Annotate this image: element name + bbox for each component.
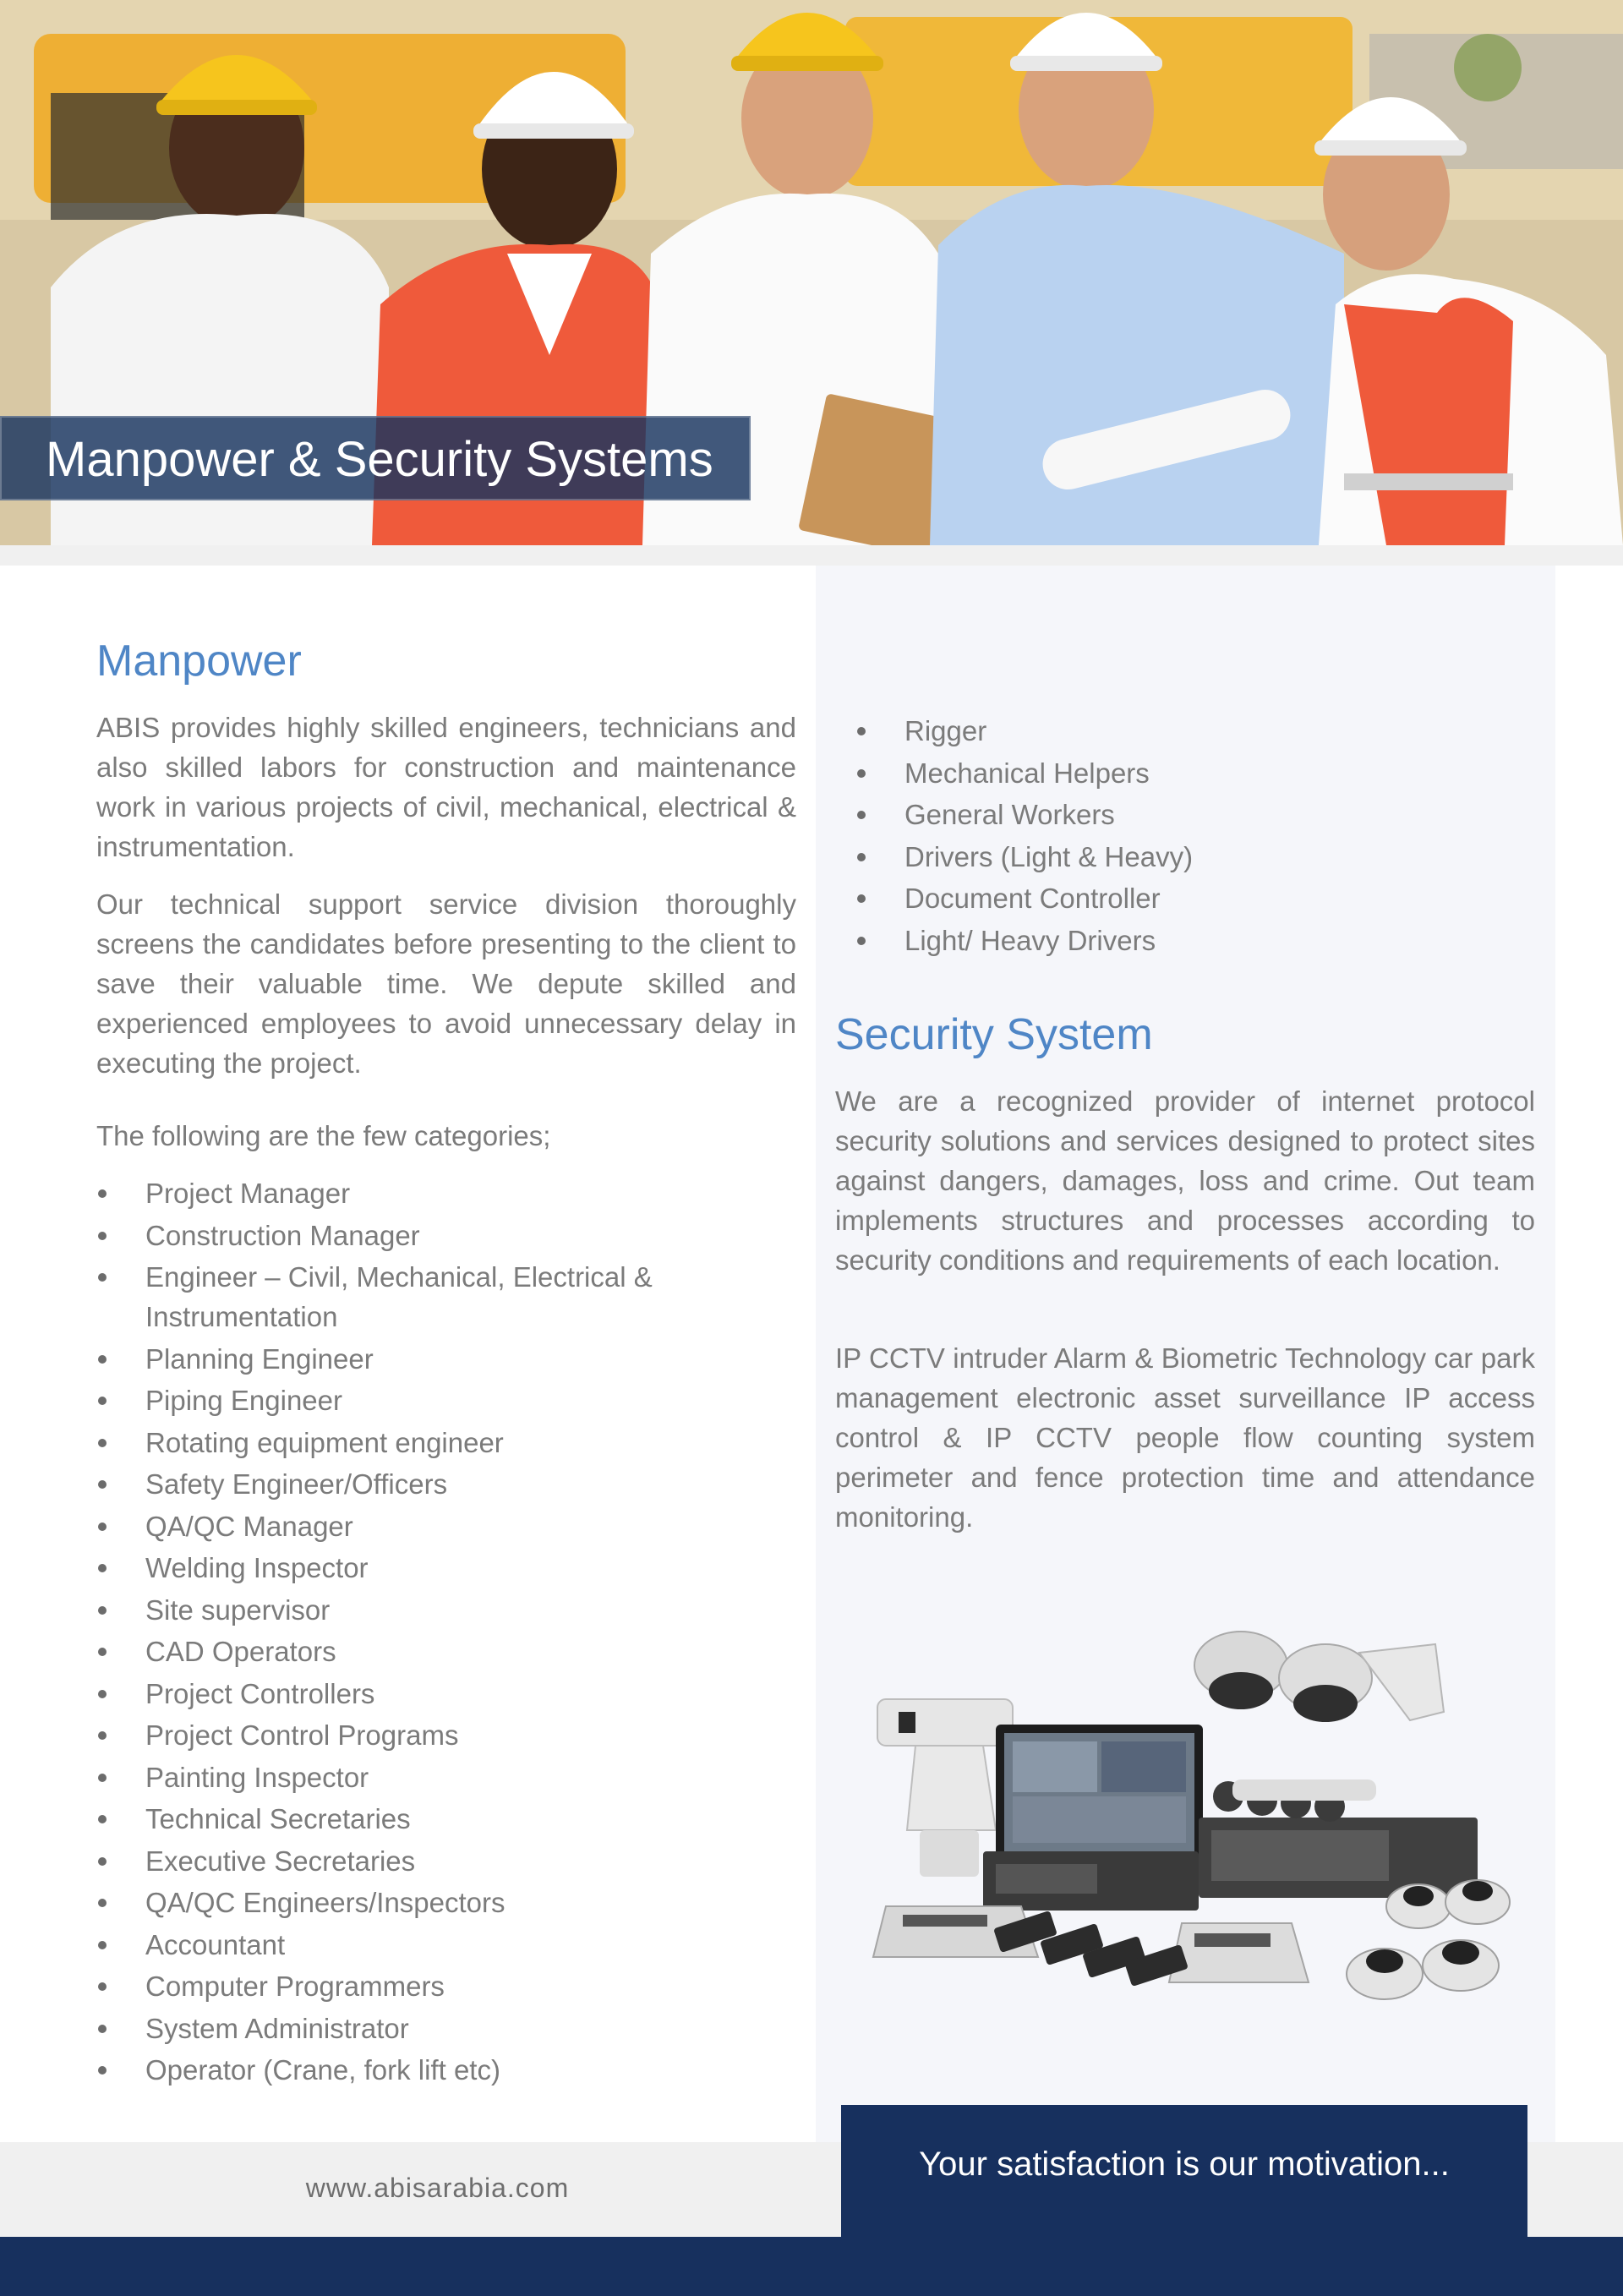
- list-item: Painting Inspector: [96, 1758, 722, 1797]
- list-item: Mechanical Helpers: [837, 753, 1530, 793]
- list-item: Rotating equipment engineer: [96, 1423, 722, 1462]
- hero-title-banner: [0, 416, 751, 500]
- list-item: General Workers: [837, 795, 1530, 834]
- list-item: Safety Engineer/Officers: [96, 1464, 722, 1504]
- list-item: Construction Manager: [96, 1216, 722, 1255]
- security-paragraph-1: We are a recognized provider of internet protocol security solutions and services designed to protect sites against dangers, damages, loss and crime. Out team implements structures and processes according to security conditions and requirements of each location.: [835, 1085, 1535, 1276]
- manpower-paragraph-2: Our technical support service division thoroughly screens the candidates before presenting to the client to save their valuable time. We depute skilled and experienced employees to avoid unnecessary delay in executing the project.: [96, 888, 796, 1079]
- slogan-text: Your satisfaction is our motivation...: [919, 2146, 1450, 2183]
- list-item: QA/QC Engineers/Inspectors: [96, 1883, 722, 1922]
- list-item: Planning Engineer: [96, 1339, 722, 1379]
- page-title: Manpower & Security Systems: [46, 432, 713, 487]
- list-item: QA/QC Manager: [96, 1506, 722, 1546]
- list-item: Project Controllers: [96, 1674, 722, 1714]
- list-item: Drivers (Light & Heavy): [837, 837, 1530, 877]
- list-item: Technical Secretaries: [96, 1799, 722, 1839]
- list-item: Rigger: [837, 711, 1530, 751]
- slogan-box: [841, 2105, 1527, 2237]
- list-item: Engineer – Civil, Mechanical, Electrical & Instrumentation: [96, 1257, 722, 1337]
- hero-divider-strip: [0, 545, 1623, 566]
- footer-navy-bar: [0, 2237, 1623, 2296]
- list-item: System Administrator: [96, 2009, 722, 2048]
- list-item: Accountant: [96, 1925, 722, 1965]
- list-item: Project Control Programs: [96, 1715, 722, 1755]
- list-item: Welding Inspector: [96, 1548, 722, 1588]
- security-paragraph-2: IP CCTV intruder Alarm & Biometric Technology car park management electronic asset surveillance IP access control & IP CCTV people flow counting system perimeter and fence protection time and attendance monitoring.: [835, 1342, 1535, 1533]
- cctv-equipment-image: [869, 1619, 1520, 2042]
- security-heading: Security System: [835, 1010, 1153, 1059]
- hero-image: [0, 0, 1623, 545]
- list-item: Document Controller: [837, 878, 1530, 918]
- manpower-heading: Manpower: [96, 637, 302, 686]
- list-item: Site supervisor: [96, 1590, 722, 1630]
- list-item: Piping Engineer: [96, 1380, 722, 1420]
- list-item: CAD Operators: [96, 1632, 722, 1671]
- list-item: Project Manager: [96, 1173, 722, 1213]
- list-item: Computer Programmers: [96, 1966, 722, 2006]
- website-link[interactable]: www.abisarabia.com: [305, 2173, 570, 2203]
- more-categories-list: [837, 711, 1530, 962]
- list-item: Executive Secretaries: [96, 1841, 722, 1881]
- list-item: Operator (Crane, fork lift etc): [96, 2050, 722, 2090]
- list-item: Light/ Heavy Drivers: [837, 921, 1530, 960]
- categories-intro: The following are the few categories;: [96, 1120, 551, 1151]
- manpower-paragraph-1: ABIS provides highly skilled engineers, technicians and also skilled labors for construction and maintenance work in various projects of civil, mechanical, electrical & instrumentation.: [96, 712, 796, 862]
- categories-list: [96, 1173, 722, 2092]
